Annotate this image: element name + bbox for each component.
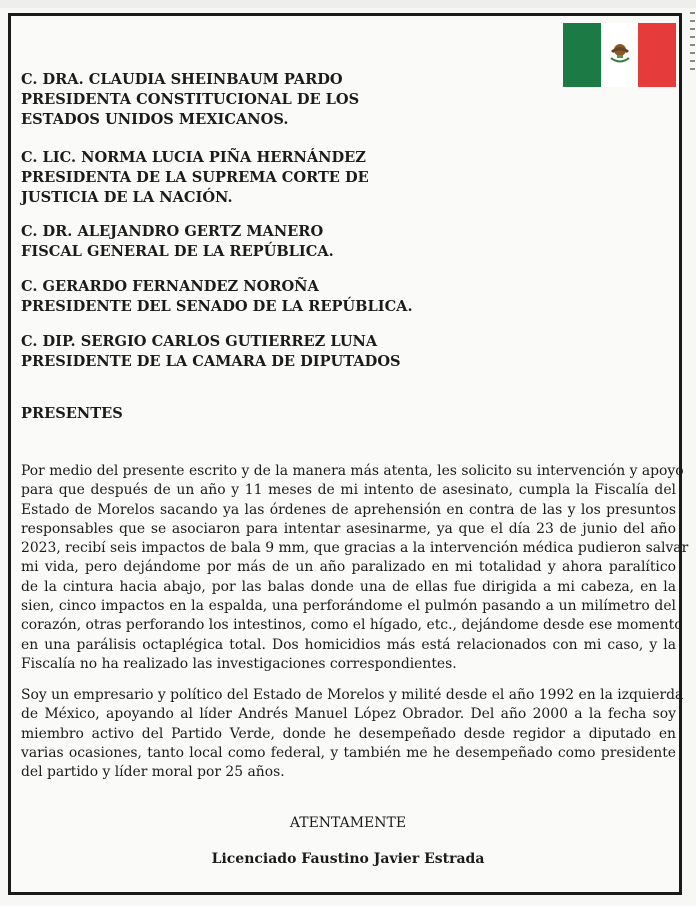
recipient-line: ESTADOS UNIDOS MEXICANOS.: [21, 111, 289, 128]
recipient-block-3: [21, 222, 501, 262]
paragraph-line: Estado de Morelos sacando ya las órdenes de aprehensión en contra de las y los presuntos: [21, 501, 676, 518]
paragraph-line: de México, apoyando al líder Andrés Manuel López Obrador. Del año 2000 a la fecha soy: [21, 706, 676, 723]
paragraph-line: de la cintura hacia abajo, por las balas donde una de ellas fue dirigida a mi cabeza, en la: [21, 578, 676, 595]
flag-red-stripe: [638, 23, 676, 87]
signature-name: Licenciado Faustino Javier Estrada: [211, 851, 485, 867]
recipient-line: JUSTICIA DE LA NACIÓN.: [21, 189, 233, 206]
paragraph-line: Soy un empresario y político del Estado de Morelos y milité desde el año 1992 en la izquierda: [21, 687, 684, 703]
paragraph-line: Fiscalía no ha realizado las investigaciones correspondientes.: [21, 655, 457, 672]
body-paragraph-2: [21, 686, 684, 782]
flag-white-stripe: [601, 23, 639, 87]
paragraph-line: sien, cinco impactos en la espalda, una perforándome el pulmón pasando a un milímetro del: [21, 598, 676, 615]
recipient-line: PRESIDENTE DE LA CAMARA DE DIPUTADOS: [21, 353, 401, 370]
recipient-block-4: [21, 277, 501, 317]
paragraph-line: en una parálisis octaplégica total. Dos homicidios más está relacionados con mi caso, y la: [21, 636, 676, 653]
paragraph-line: 2023, recibí seis impactos de bala 9 mm, que gracias a la intervención médica pudieron salvar: [21, 540, 689, 557]
greeting: PRESENTES: [21, 405, 123, 422]
paragraph-line: para que después de un año y 11 meses de mi intento de asesinato, cumpla la Fiscalía del: [21, 482, 676, 499]
top-margin-strip: [0, 0, 696, 8]
eagle-coat-of-arms-icon: [607, 41, 633, 65]
paragraph-line: varias ocasiones, tanto local como federal, y también me he desempeñado como presidente: [21, 744, 676, 761]
recipient-line: C. GERARDO FERNANDEZ NOROÑA: [21, 278, 319, 295]
recipient-line: FISCAL GENERAL DE LA REPÚBLICA.: [21, 243, 334, 260]
recipient-line: C. DR. ALEJANDRO GERTZ MANERO: [21, 223, 324, 240]
recipient-line: PRESIDENTA DE LA SUPREMA CORTE DE: [21, 169, 369, 186]
recipient-line: C. LIC. NORMA LUCIA PIÑA HERNÁNDEZ: [21, 149, 366, 166]
mexican-flag-icon: [563, 23, 676, 87]
recipient-line: PRESIDENTE DEL SENADO DE LA REPÚBLICA.: [21, 298, 413, 315]
paragraph-line: corazón, otras perforando los intestinos, como el hígado, etc., dejándome desde ese momento: [21, 617, 683, 634]
recipient-line: C. DIP. SERGIO CARLOS GUTIERREZ LUNA: [21, 333, 378, 350]
paragraph-line: mi vida, pero dejándome por más de un año paralizado en mi totalidad y ahora paralítico: [21, 559, 676, 576]
recipient-line: C. DRA. CLAUDIA SHEINBAUM PARDO: [21, 71, 343, 88]
paragraph-line: miembro activo del Partido Verde, donde he desempeñado desde regidor a diputado en: [21, 725, 676, 742]
closing: ATENTAMENTE: [289, 815, 407, 831]
recipient-block-1: [21, 70, 501, 130]
recipient-block-5: [21, 332, 501, 372]
recipient-line: PRESIDENTA CONSTITUCIONAL DE LOS: [21, 91, 360, 108]
body-paragraph-1: [21, 462, 689, 674]
paragraph-line: Por medio del presente escrito y de la manera más atenta, les solicito su intervención y apoyo: [21, 463, 684, 479]
paragraph-line: responsables que se asociaron para intentar asesinarme, ya que el día 23 de junio del año: [21, 520, 676, 537]
paragraph-line: del partido y líder moral por 25 años.: [21, 764, 285, 781]
recipient-block-2: [21, 148, 501, 208]
flag-green-stripe: [563, 23, 601, 87]
edge-marks: [688, 12, 696, 172]
